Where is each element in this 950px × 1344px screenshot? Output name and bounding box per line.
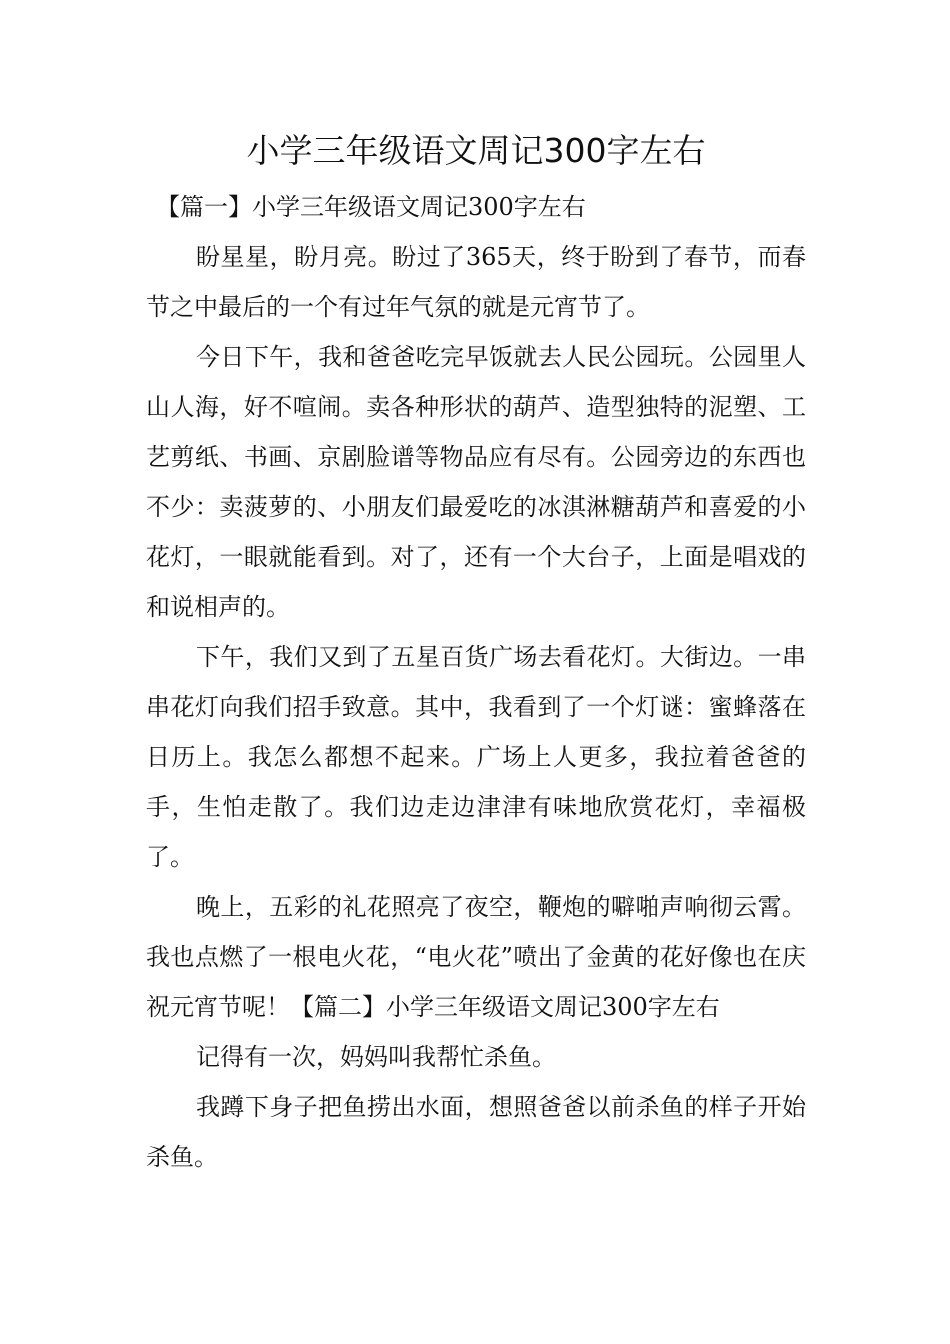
document-page — [146, 120, 806, 1182]
paragraph: 记得有一次，妈妈叫我帮忙杀鱼。 — [196, 1043, 556, 1071]
paragraph: 我蹲下身子把鱼捞出水面，想照爸爸以前杀鱼的样子开始杀鱼。 — [146, 1093, 806, 1171]
paragraph: 晚上，五彩的礼花照亮了夜空，鞭炮的噼啪声响彻云霄。我也点燃了一根电火花，“电火花”喷出了金黄的花好像也在庆祝元宵节呢！【篇二】小学三年级语文周记300字左右 — [146, 893, 806, 1021]
paragraph: 盼星星，盼月亮。盼过了365天，终于盼到了春节，而春节之中最后的一个有过年气氛的就是元宵节了。 — [146, 243, 806, 321]
paragraph: 下午，我们又到了五星百货广场去看花灯。大街边。一串串花灯向我们招手致意。其中，我看到了一个灯谜：蜜蜂落在日历上。我怎么都想不起来。广场上人更多，我拉着爸爸的手，生怕走散了。我们边走边津津有味地欣赏花灯，幸福极了。 — [146, 643, 806, 871]
document-title: 小学三年级语文周记300字左右 — [246, 131, 706, 170]
section-heading: 【篇一】小学三年级语文周记300字左右 — [156, 193, 586, 221]
paragraph: 今日下午，我和爸爸吃完早饭就去人民公园玩。公园里人山人海，好不喧闹。卖各种形状的葫芦、造型独特的泥塑、工艺剪纸、书画、京剧脸谱等物品应有尽有。公园旁边的东西也不少：卖菠萝的、小朋友们最爱吃的冰淇淋糖葫芦和喜爱的小花灯，一眼就能看到。对了，还有一个大台子，上面是唱戏的和说相声的。 — [146, 343, 806, 621]
